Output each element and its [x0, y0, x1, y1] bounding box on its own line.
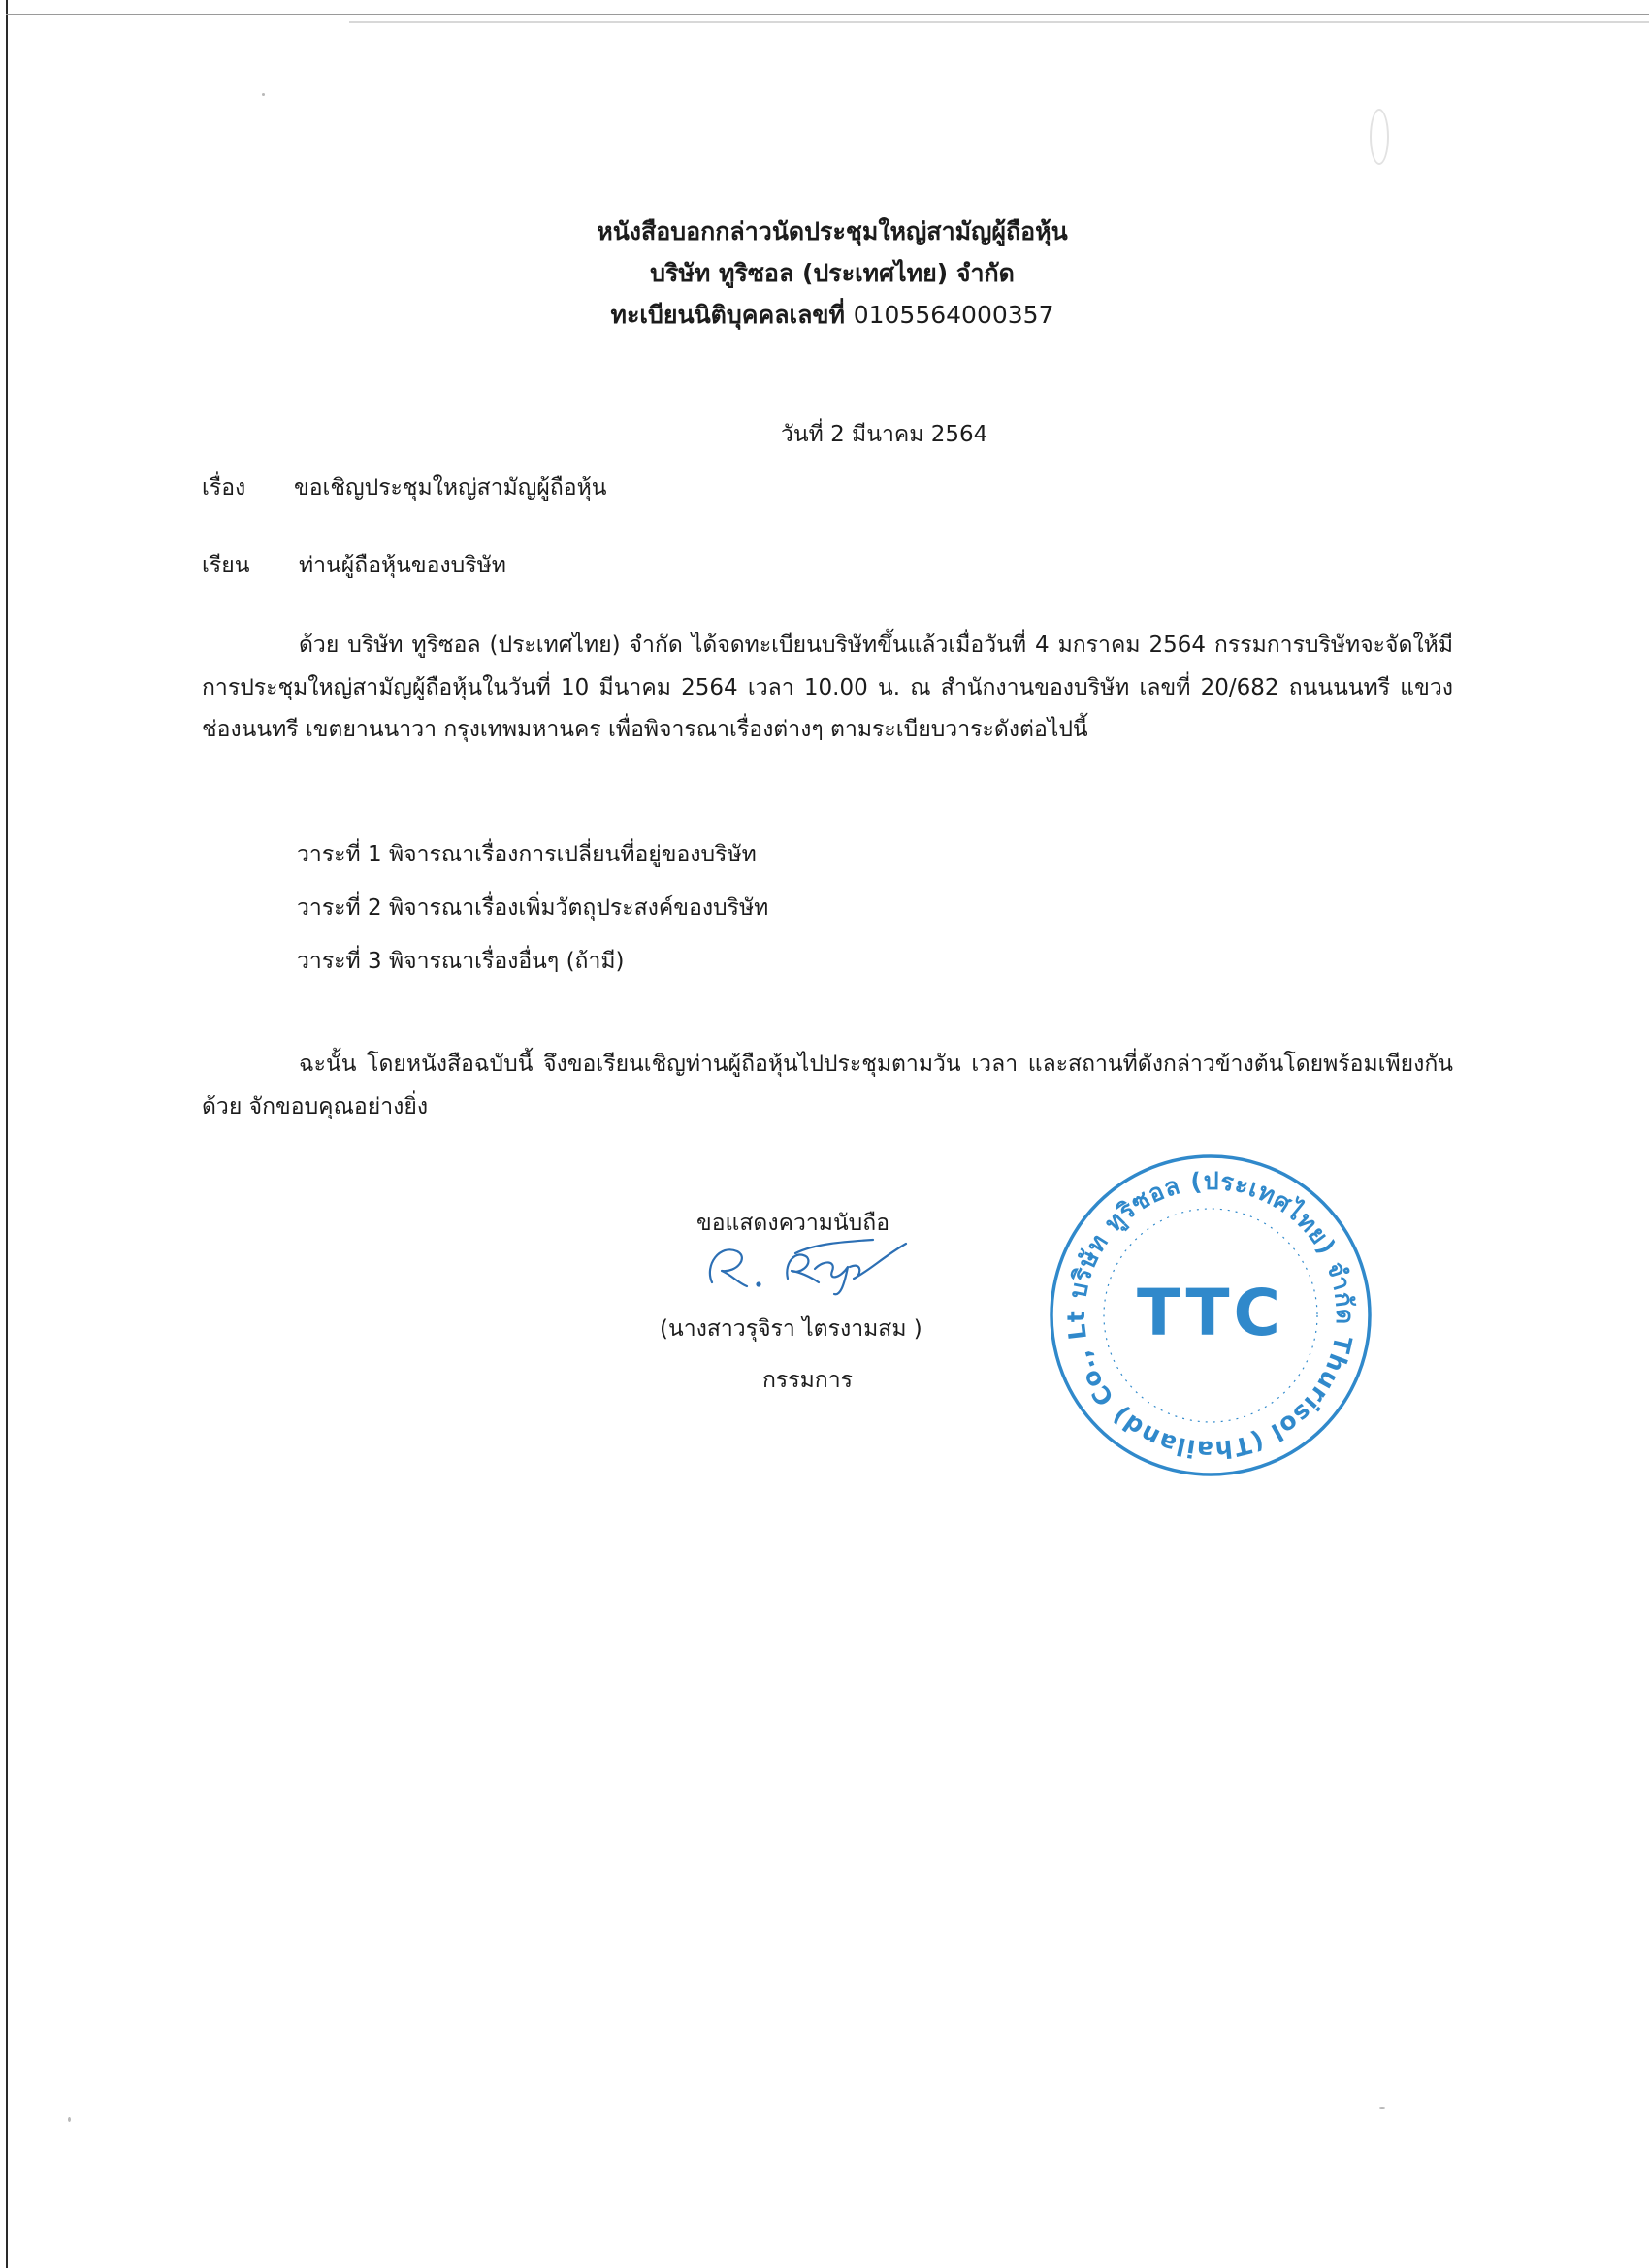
agenda-item: วาระที่ 2 พิจารณาเรื่องเพิ่มวัตถุประสงค์ของบริษัท	[297, 895, 769, 921]
agenda-list	[297, 828, 768, 988]
subject-label: เรื่อง	[202, 475, 246, 501]
agenda-item: วาระที่ 3 พิจารณาเรื่องอื่นๆ (ถ้ามี)	[297, 949, 625, 974]
recipient-text: ท่านผู้ถือหุ้นของบริษัท	[299, 553, 506, 578]
handwritten-signature	[698, 1232, 931, 1304]
signature-closing: ขอแสดงความนับถือ	[696, 1211, 890, 1236]
registration-line	[0, 299, 1649, 332]
registration-number: 0105564000357	[853, 301, 1054, 329]
seal-ring-text-path: บริษัท ทูริซอล (ประเทศไทย) จำกัด Thurisol (Thailand) Co., Lt	[1061, 1166, 1360, 1465]
subject-text: ขอเชิญประชุมใหญ่สามัญผู้ถือหุ้น	[294, 475, 607, 501]
scan-speck	[1379, 2107, 1385, 2109]
body-paragraph: ด้วย บริษัท ทูริซอล (ประเทศไทย) จำกัด ได้จดทะเบียนบริษัทขึ้นแล้วเมื่อวันที่ 4 มกราคม 2564 กรรมการบริษัทจะจัดให้มีการประชุมใหญ่สามัญผู้ถือหุ้นในวันที่ 10 มีนาคม 2564 เวลา 10.00 น. ณ สำนักงานของบริษัท เลขที่ 20/682 ถนนนนทรี แขวงช่องนนทรี เขตยานนาวา กรุงเทพมหานคร เพื่อพิจารณาเรื่องต่างๆ ตามระเบียบวาระดังต่อไปนี้	[202, 632, 1453, 742]
document-header	[0, 215, 1649, 340]
company-name: บริษัท ทูริซอล (ประเทศไทย) จำกัด	[650, 259, 1015, 287]
scan-mark	[1370, 109, 1389, 165]
company-seal	[1036, 1141, 1385, 1494]
scan-edge-top-shadow	[349, 21, 1649, 23]
registration-label: ทะเบียนนิติบุคคลเลขที่	[610, 301, 845, 329]
signatory-position: กรรมการ	[762, 1368, 853, 1393]
scan-speck	[68, 2117, 71, 2122]
recipient-label: เรียน	[202, 553, 250, 578]
scan-edge-top	[6, 14, 1649, 15]
signatory-name: (นางสาวรุจิรา ไตรงามสม )	[660, 1316, 922, 1342]
seal-logo-text: TTC	[1137, 1276, 1284, 1350]
letter-date: วันที่ 2 มีนาคม 2564	[781, 422, 988, 447]
scan-speck	[262, 93, 265, 96]
closing-paragraph: ฉะนั้น โดยหนังสือฉบับนี้ จึงขอเรียนเชิญท่านผู้ถือหุ้นไปประชุมตามวัน เวลา และสถานที่ดังกล่าวข้างต้นโดยพร้อมเพียงกันด้วย จักขอบคุณอย่างยิ่ง	[202, 1052, 1453, 1119]
document-title: หนังสือบอกกล่าวนัดประชุมใหญ่สามัญผู้ถือหุ้น	[597, 217, 1068, 245]
agenda-item: วาระที่ 1 พิจารณาเรื่องการเปลี่ยนที่อยู่ของบริษัท	[297, 842, 757, 867]
